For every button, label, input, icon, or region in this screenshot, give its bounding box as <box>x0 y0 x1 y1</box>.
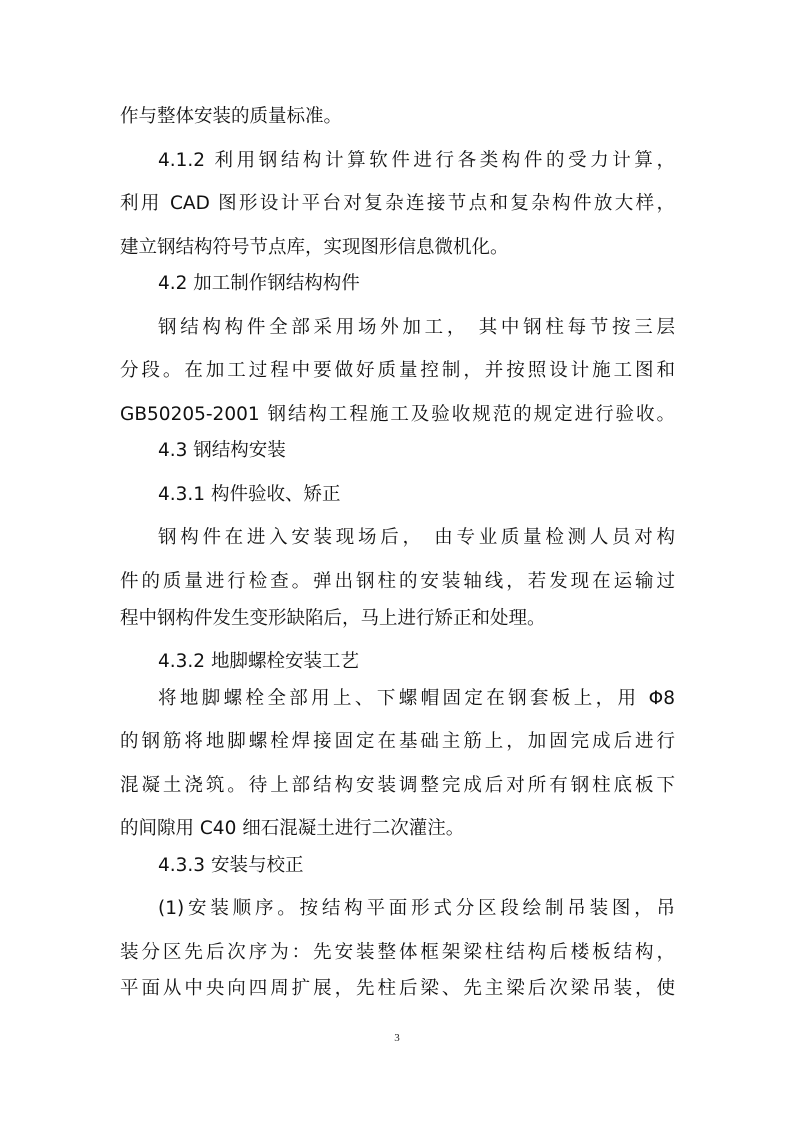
paragraph-line: 程中钢构件发生变形缺陷后，马上进行矫正和处理。 <box>120 608 546 629</box>
section-heading-4-3-2: 4.3.2 地脚螺栓安装工艺 <box>158 651 359 672</box>
section-heading-4-3-1: 4.3.1 构件验收、矫正 <box>158 484 341 505</box>
section-heading-4-3-3: 4.3.3 安装与校正 <box>158 855 304 876</box>
section-heading-4-2: 4.2 加工制作钢结构构件 <box>158 273 360 294</box>
paragraph-line: 的钢筋将地脚螺栓焊接固定在基础主筋上，加固完成后进行 <box>120 731 675 752</box>
paragraph-line: 建立钢结构符号节点库，实现图形信息微机化。 <box>120 237 509 258</box>
paragraph-line: 分段。在加工过程中要做好质量控制，并按照设计施工图和 <box>120 360 675 381</box>
paragraph-line: 将地脚螺栓全部用上、下螺帽固定在钢套板上，用 Φ8 <box>158 688 675 709</box>
paragraph-line: 件的质量进行检查。弹出钢柱的安装轴线，若发现在运输过 <box>120 571 675 592</box>
page-number: 3 <box>394 1032 400 1044</box>
paragraph-line: 钢构件在进入安装现场后， 由专业质量检测人员对构 <box>158 527 675 548</box>
paragraph-line: 钢结构构件全部采用场外加工， 其中钢柱每节按三层 <box>158 317 675 338</box>
paragraph-line: 作与整体安装的质量标准。 <box>120 106 343 127</box>
paragraph-line: (1)安装顺序。按结构平面形式分区段绘制吊装图，吊 <box>158 898 675 919</box>
paragraph-line: 混凝土浇筑。待上部结构安装调整完成后对所有钢柱底板下 <box>120 775 675 796</box>
paragraph-line: 装分区先后次序为：先安装整体框架梁柱结构后楼板结构， <box>120 942 675 963</box>
paragraph-line: 利用 CAD 图形设计平台对复杂连接节点和复杂构件放大样， <box>120 193 675 214</box>
paragraph-line: GB50205-2001 钢结构工程施工及验收规范的规定进行验收。 <box>120 404 675 425</box>
paragraph-line: 平面从中央向四周扩展，先柱后梁、先主梁后次梁吊装，使 <box>120 978 675 999</box>
paragraph-line: 的间隙用 C40 细石混凝土进行二次灌注。 <box>120 818 465 839</box>
section-heading-4-1-2: 4.1.2 利用钢结构计算软件进行各类构件的受力计算， <box>158 150 675 171</box>
section-heading-4-3: 4.3 钢结构安装 <box>158 440 286 461</box>
